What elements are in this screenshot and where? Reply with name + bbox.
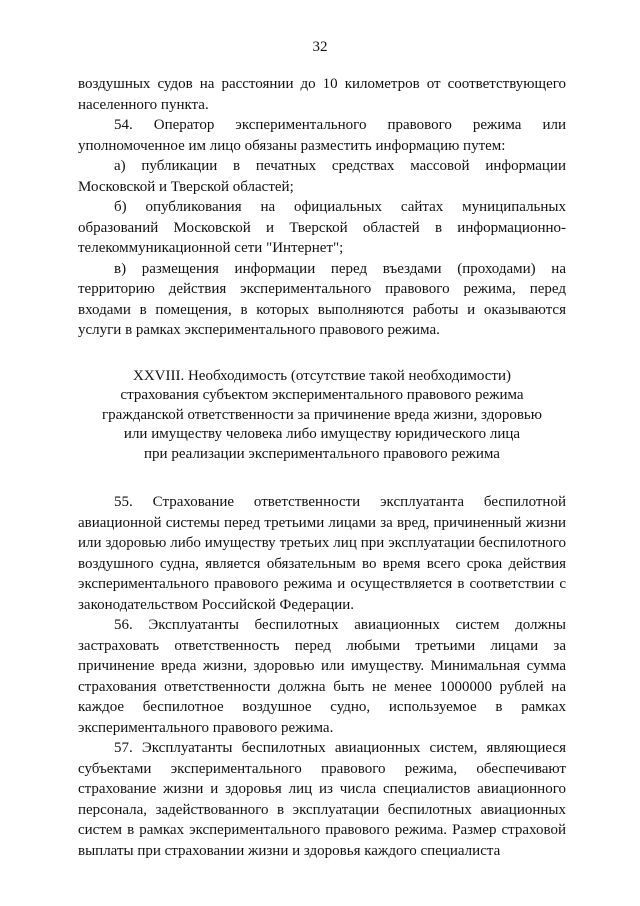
page-number: 32 xyxy=(312,39,328,55)
section-heading-line: XXVIII. Необходимость (отсутствие такой необходимости) xyxy=(132,367,512,384)
section-heading-line: гражданской ответственности за причинение вреда жизни, здоровью xyxy=(102,406,542,423)
section-heading-xxviii xyxy=(78,367,566,465)
document-body xyxy=(78,74,566,861)
paragraph-continuation: воздушных судов на расстоянии до 10 километров от соответствующего населенного пункта. xyxy=(78,76,566,113)
section-heading-line: при реализации экспериментального правового режима xyxy=(144,445,500,462)
paragraph-55: 55. Страхование ответственности эксплуатанта беспилотной авиационной системы перед третьими лицами за вред, причиненный жизни или здоровью либо имуществу третьих лиц при эксплуатации беспилотного воздушного судна, является обязательным во время всего срока действия экспериментального правового режима и осуществляется в соответствии с законодательством Российской Федерации. xyxy=(78,494,566,613)
paragraph-54: 54. Оператор экспериментального правового режима или уполномоченное им лицо обязаны разместить информацию путем: xyxy=(78,117,566,154)
list-item-b: б) опубликования на официальных сайтах муниципальных образований Московской и Тверской областей в информационно-телекоммуникационной сети "Интернет"; xyxy=(78,199,566,256)
list-item-c: в) размещения информации перед въездами (проходами) на территорию действия экспериментального правового режима, перед входами в помещения, в которых выполняются работы и оказываются услуги в рамках экспериментального правового режима. xyxy=(78,260,566,338)
section-heading-line: страхования субъектом экспериментального правового режима xyxy=(120,387,524,403)
paragraph-56: 56. Эксплуатанты беспилотных авиационных систем должны застраховать ответственность перед любыми третьими лицами за причинение вреда жизни, здоровью или имуществу. Минимальная сумма страхования ответственности должна быть не менее 1000000 рублей на каждое беспилотное воздушное судно, используемое в рамках экспериментального правового режима. xyxy=(78,617,566,736)
list-item-a: а) публикации в печатных средствах массовой информации Московской и Тверской областей; xyxy=(78,158,566,195)
section-heading-line: или имуществу человека либо имуществу юридического лица xyxy=(123,426,521,442)
paragraph-57: 57. Эксплуатанты беспилотных авиационных систем, являющиеся субъектами экспериментального правового режима, обеспечивают страхование жизни и здоровья лиц из числа специалистов авиационного персонала, задействованного в эксплуатации беспилотных авиационных систем в рамках экспериментального правового режима. Размер страховой выплаты при страховании жизни и здоровья каждого специалиста xyxy=(78,740,566,859)
